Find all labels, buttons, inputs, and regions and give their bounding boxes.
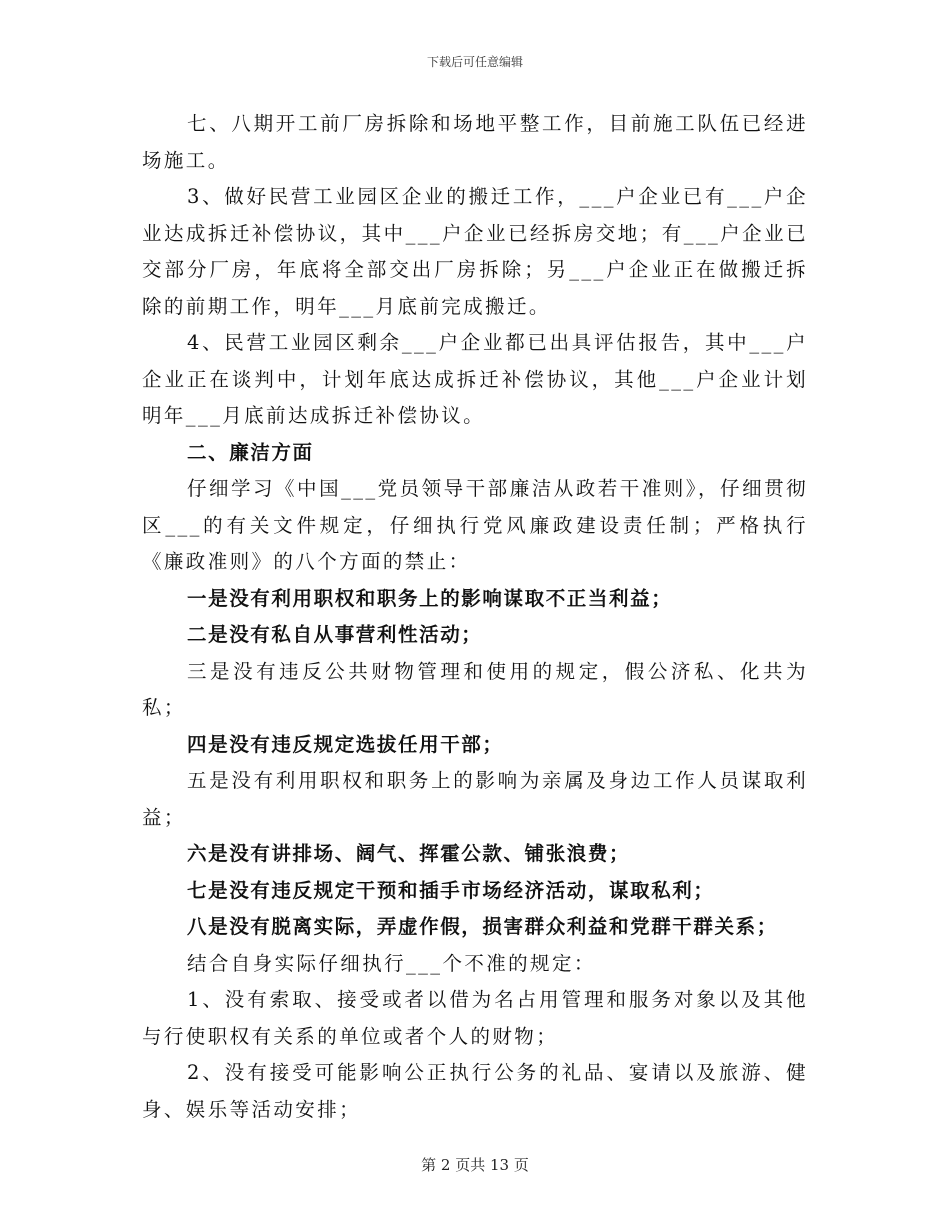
rule-1: 1、没有索取、接受或者以借为名占用管理和服务对象以及其他与行使职权有关系的单位或者个人的财物； — [142, 988, 808, 1048]
document-body — [142, 106, 808, 1128]
prohibition-2: 二是没有私自从事营利性活动； — [187, 623, 483, 646]
prohibition-5: 五是没有利用职权和职务上的影响为亲属及身边工作人员谋取利益； — [142, 769, 808, 829]
prohibition-7: 七是没有违反规定干预和插手市场经济活动，谋取私利； — [187, 878, 715, 902]
paragraph-2: 3、做好民营工业园区企业的搬迁工作，___户企业已有___户企业达成拆迁补偿协议，其中___户企业已经拆房交地；有___户企业已交部分厂房，年底将全部交出厂房拆除；另___户企业正在做搬迁拆除的前期工作，明年___月底前完成搬迁。 — [142, 185, 808, 318]
section-heading: 二、廉洁方面 — [187, 440, 314, 464]
rule-2: 2、没有接受可能影响公正执行公务的礼品、宴请以及旅游、健身、娱乐等活动安排； — [142, 1061, 808, 1121]
page-header: 下载后可任意编辑 — [426, 55, 523, 69]
prohibition-1: 一是没有利用职权和职务上的影响谋取不正当利益； — [187, 586, 673, 610]
paragraph-5: 仔细学习《中国___党员领导干部廉洁从政若干准则》，仔细贯彻区___的有关文件规定，仔细执行党风廉政建设责任制；严格执行《廉政准则》的八个方面的禁止： — [142, 477, 808, 573]
paragraph-14: 结合自身实际仔细执行___个不准的规定： — [187, 951, 596, 975]
prohibition-8: 八是没有脱离实际，弄虚作假，损害群众利益和党群干群关系； — [187, 915, 778, 938]
prohibition-4: 四是没有违反规定选拔任用干部； — [187, 732, 504, 756]
paragraph-3: 4、民营工业园区剩余___户企业都已出具评估报告，其中___户企业正在谈判中，计划年底达成拆迁补偿协议，其他___户企业计划明年___月底前达成拆迁补偿协议。 — [142, 331, 808, 427]
page-footer: 第 2 页共 13 页 — [421, 1156, 529, 1174]
prohibition-3: 三是没有违反公共财物管理和使用的规定，假公济私、化共为私； — [142, 659, 808, 719]
paragraph-1: 七、八期开工前厂房拆除和场地平整工作，目前施工队伍已经进场施工。 — [142, 112, 808, 172]
prohibition-6: 六是没有讲排场、阔气、挥霍公款、铺张浪费； — [187, 842, 631, 865]
